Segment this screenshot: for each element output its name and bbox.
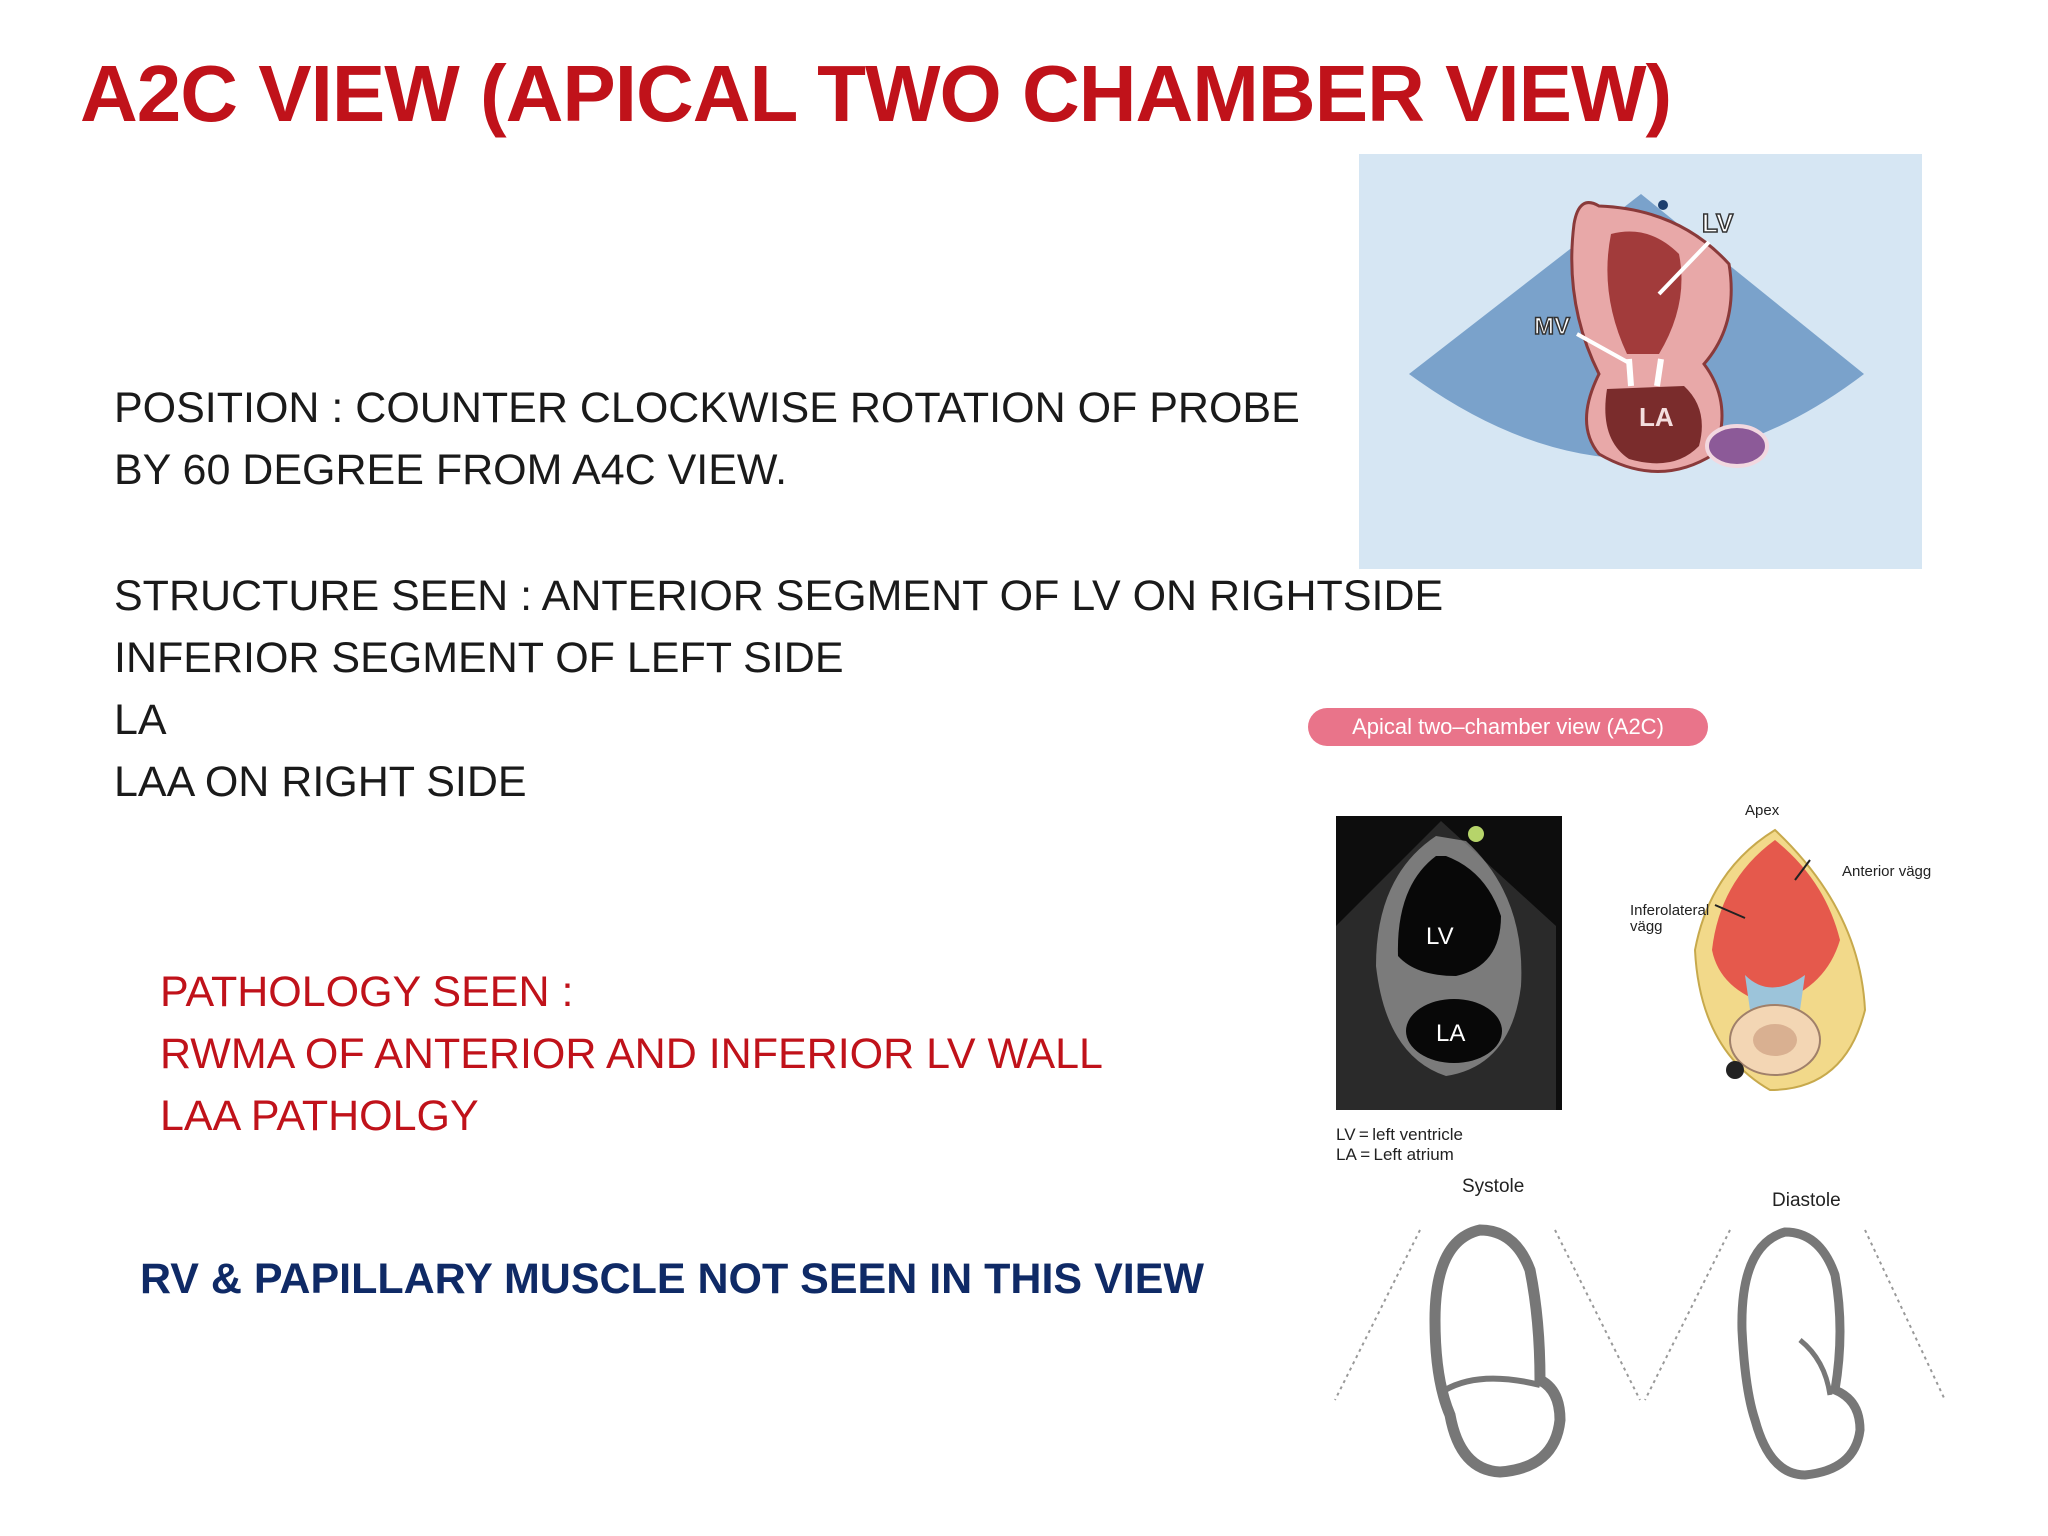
figure-caption-pill: Apical two–chamber view (A2C) (1308, 708, 1708, 746)
position-line: POSITION : COUNTER CLOCKWISE ROTATION OF PROBE (114, 384, 1300, 432)
label-apex: Apex (1745, 802, 1780, 819)
label-la: LA (1639, 402, 1674, 432)
echo-label-lv: LV (1426, 923, 1454, 950)
page-title: A2C VIEW (APICAL TWO CHAMBER VIEW) (80, 49, 1672, 138)
structure-line: LAA ON RIGHT SIDE (114, 758, 527, 806)
echo-svg (1336, 816, 1562, 1110)
label-anterior-wall: Anterior vägg (1842, 863, 1932, 880)
probe-dot (1468, 826, 1484, 842)
pathology-line: LAA PATHOLGY (160, 1092, 479, 1140)
label-inferolateral-wall: Inferolateral (1630, 902, 1710, 919)
pathology-line: RWMA OF ANTERIOR AND INFERIOR LV WALL (160, 1030, 1103, 1078)
position-text (114, 377, 1300, 501)
label-inferolateral-wall-2: vägg (1630, 918, 1663, 935)
label-mv: MV (1534, 313, 1570, 340)
echo-label-la: LA (1436, 1020, 1466, 1047)
probe-marker (1658, 200, 1668, 210)
echo-image (1336, 816, 1562, 1110)
structures-text (114, 565, 1443, 813)
structure-line: LA (114, 696, 167, 744)
a2c-schematic-svg (1359, 154, 1922, 569)
position-line: BY 60 DEGREE FROM A4C VIEW. (114, 446, 788, 494)
a2c-schematic-figure (1359, 154, 1922, 569)
structure-line: INFERIOR SEGMENT OF LEFT SIDE (114, 634, 844, 682)
pathology-line: PATHOLOGY SEEN : (160, 968, 574, 1016)
label-lv: LV (1702, 208, 1734, 238)
legend-lv: LV = left ventricle (1336, 1125, 1463, 1144)
systole-diastole-drawing (1330, 1220, 1950, 1490)
pathology-text (160, 961, 1103, 1147)
label-systole: Systole (1462, 1176, 1525, 1197)
structure-line: STRUCTURE SEEN : ANTERIOR SEGMENT OF LV ON RIGHTSIDE (114, 572, 1444, 620)
label-diastole: Diastole (1772, 1190, 1841, 1211)
note-text: RV & PAPILLARY MUSCLE NOT SEEN IN THIS VIEW (140, 1255, 1204, 1303)
laa-shape (1707, 426, 1767, 466)
legend-la: LA = Left atrium (1336, 1145, 1454, 1164)
anatomy-drawing (1620, 800, 1940, 1100)
